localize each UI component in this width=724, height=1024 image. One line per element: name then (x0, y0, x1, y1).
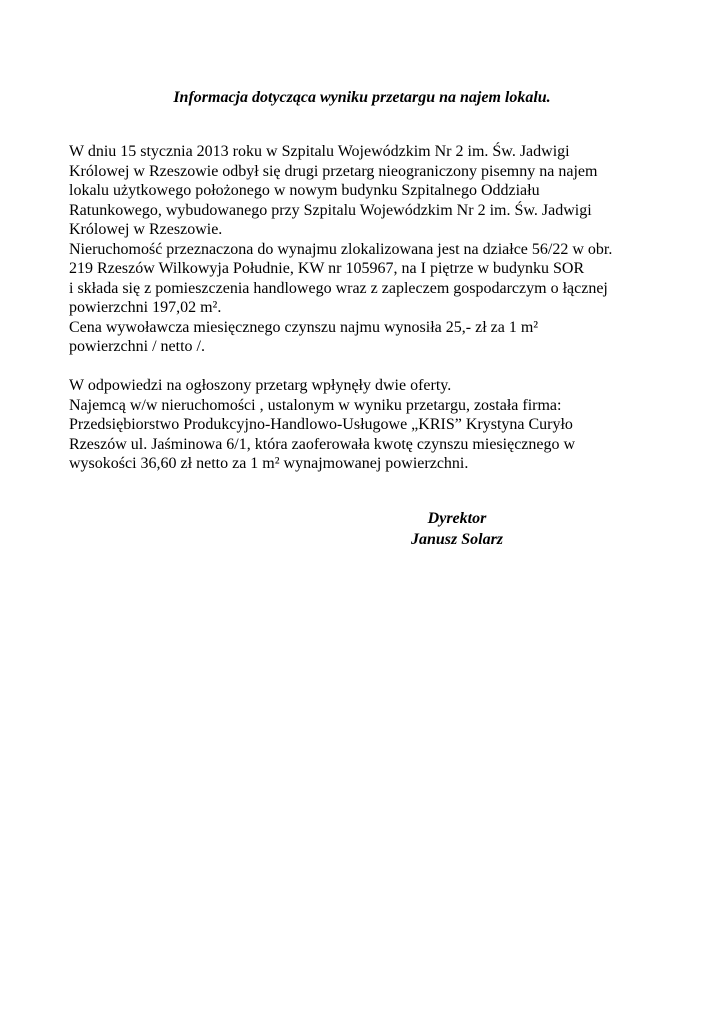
text-line: W dniu 15 stycznia 2013 roku w Szpitalu Wojewódzkim Nr 2 im. Św. Jadwigi (69, 143, 570, 160)
signature-block (392, 508, 522, 550)
paragraph-auction-details (69, 142, 689, 357)
text-line: Królowej w Rzeszowie odbył się drugi przetarg nieograniczony pisemny na najem (69, 162, 598, 180)
text-line: Najemcą w/w nieruchomości , ustalonym w wyniku przetargu, została firma: (69, 396, 562, 414)
text-line: powierzchni 197,02 m². (69, 299, 222, 316)
text-line: Królowej w Rzeszowie. (69, 221, 223, 238)
text-line: lokalu użytkowego położonego w nowym budynku Szpitalnego Oddziału (69, 182, 540, 199)
text-line: Przedsiębiorstwo Produkcyjno-Handlowo-Usługowe „KRIS” Krystyna Curyło (69, 416, 573, 433)
text-line: powierzchni / netto /. (69, 338, 205, 355)
signature-role: Dyrektor (427, 510, 487, 527)
text-line: wysokości 36,60 zł netto za 1 m² wynajmowanej powierzchni. (69, 455, 469, 472)
text-line: i składa się z pomieszczenia handlowego wraz z zapleczem gospodarczym o łącznej (69, 279, 608, 297)
text-line: Nieruchomość przeznaczona do wynajmu zlokalizowana jest na działce 56/22 w obr. (69, 240, 613, 258)
text-line: Cena wywoławcza miesięcznego czynszu najmu wynosiła 25,- zł za 1 m² (69, 318, 539, 336)
text-line: W odpowiedzi na ogłoszony przetarg wpłynęły dwie oferty. (69, 377, 452, 394)
signature-name: Janusz Solarz (410, 531, 504, 548)
document-title: Informacja dotycząca wyniku przetargu na najem lokalu. (173, 89, 551, 106)
text-line: 219 Rzeszów Wilkowyja Południe, KW nr 105967, na I piętrze w budynku SOR (69, 260, 585, 277)
text-line: Ratunkowego, wybudowanego przy Szpitalu Wojewódzkim Nr 2 im. Św. Jadwigi (69, 201, 592, 219)
text-line: Rzeszów ul. Jaśminowa 6/1, która zaoferowała kwotę czynszu miesięcznego w (69, 435, 576, 453)
paragraph-auction-result (69, 376, 689, 474)
